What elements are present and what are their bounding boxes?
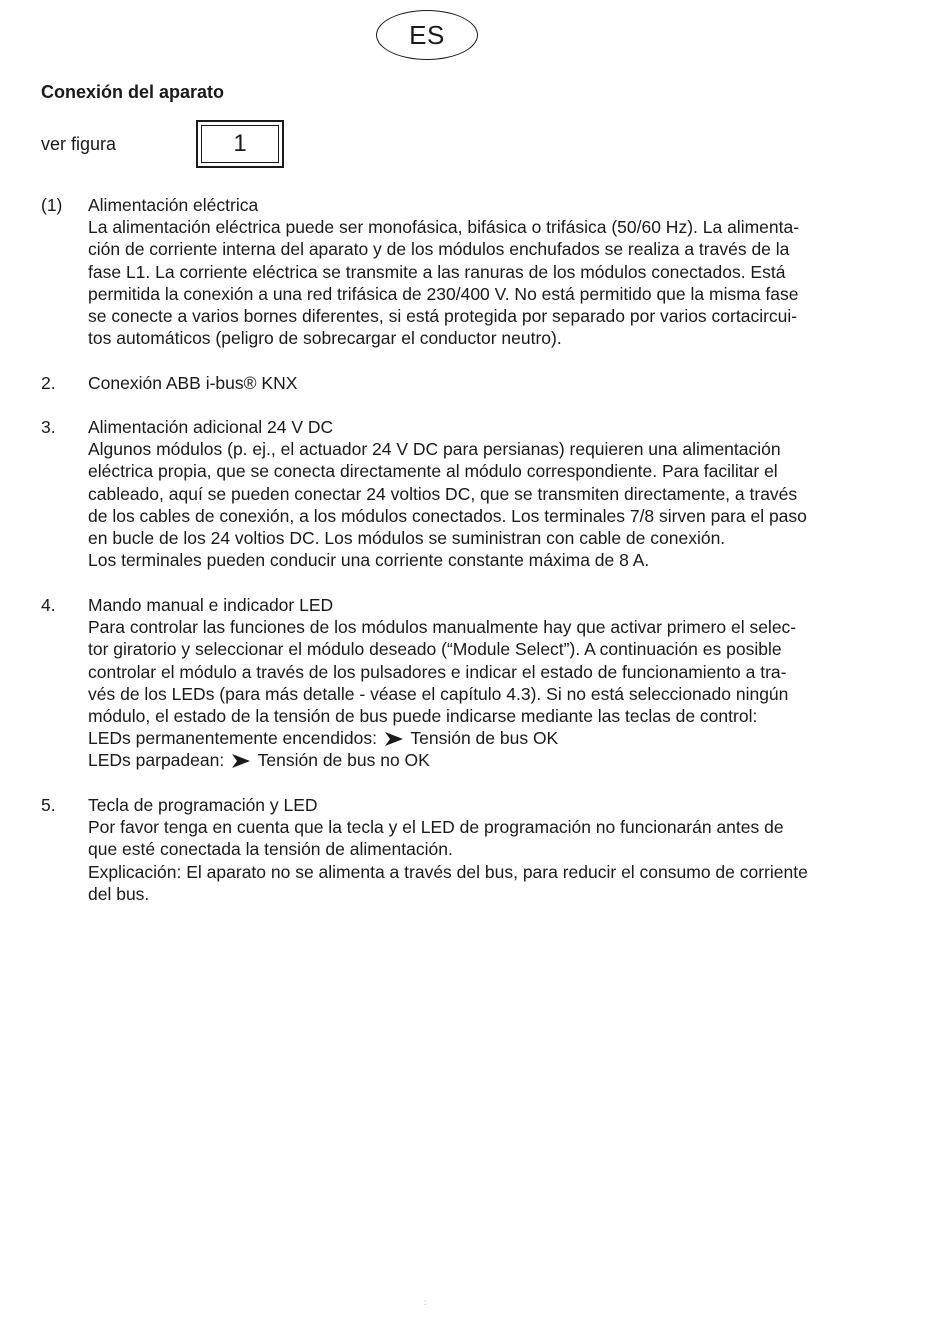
led-status-condition: LEDs parpadean:: [88, 750, 225, 771]
item-text-line: permitida la conexión a una red trifásica de 230/400 V. No está permitido que la misma fase: [88, 283, 799, 304]
item-title: Tecla de programación y LED: [88, 795, 318, 815]
item-text-line: cableado, aquí se pueden conectar 24 voltios DC, que se transmiten directamente, a través: [88, 483, 798, 504]
section-heading: Conexión del aparato: [41, 82, 225, 102]
led-status-condition: LEDs permanentemente encendidos:: [88, 728, 377, 749]
item-text-line: se conecte a varios bornes diferentes, si está protegida por separado por varios cortacircui-: [88, 305, 798, 326]
footer-mark: :: [424, 1298, 427, 1307]
arrow-right-icon: [384, 731, 404, 747]
led-status-result: Tensión de bus no OK: [257, 750, 430, 771]
figure-ref-label: ver figura: [41, 134, 117, 154]
item-text-line: de los cables de conexión, a los módulos conectados. Los terminales 7/8 sirven para el paso: [88, 505, 807, 526]
item-text-line: que esté conectada la tensión de alimentación.: [88, 839, 453, 860]
item-text-line: controlar el módulo a través de los pulsadores e indicar el estado de funcionamiento a tra-: [88, 661, 787, 682]
item-title: Alimentación adicional 24 V DC: [88, 417, 334, 437]
figure-ref-number: 1: [233, 130, 247, 157]
item-text-line: Para controlar las funciones de los módulos manualmente hay que activar primero el selec-: [88, 617, 797, 638]
led-status-result: Tensión de bus OK: [410, 728, 559, 749]
item-title: Mando manual e indicador LED: [88, 595, 334, 615]
item-text-line: módulo, el estado de la tensión de bus puede indicarse mediante las teclas de control:: [88, 705, 758, 726]
item-title: Alimentación eléctrica: [88, 195, 259, 215]
item-text-line: eléctrica propia, que se conecta directamente al módulo correspondiente. Para facilitar el: [88, 461, 778, 482]
item-text-line: vés de los LEDs (para más detalle - véase el capítulo 4.3). Si no está seleccionado ningún: [88, 683, 789, 704]
item-number: 2.: [41, 373, 56, 393]
item-text-line: Los terminales pueden conducir una corriente constante máxima de 8 A.: [88, 550, 650, 571]
item-text-line: Algunos módulos (p. ej., el actuador 24 V DC para persianas) requieren una alimentación: [88, 439, 781, 460]
item-text-line: del bus.: [88, 883, 150, 904]
item-number: 5.: [41, 795, 56, 815]
arrow-right-icon: [231, 753, 251, 769]
led-status-line: [88, 727, 858, 749]
item-text-line: en bucle de los 24 voltios DC. Los módulos se suministran con cable de conexión.: [88, 527, 726, 548]
item-text-line: tor giratorio y seleccionar el módulo deseado (“Module Select”). A continuación es posible: [88, 639, 782, 660]
led-status-line: [88, 749, 858, 771]
item-number: 4.: [41, 595, 56, 615]
item-number: (1): [41, 195, 63, 215]
figure-ref-box: [196, 120, 284, 168]
item-title: Conexión ABB i-bus® KNX: [88, 373, 298, 393]
item-text-line: fase L1. La corriente eléctrica se transmite a las ranuras de los módulos conectados. Está: [88, 261, 786, 282]
item-text-line: ción de corriente interna del aparato y de los módulos enchufados se realiza a través de la: [88, 239, 790, 260]
item-text-line: tos automáticos (peligro de sobrecargar el conductor neutro).: [88, 328, 562, 349]
item-text-line: La alimentación eléctrica puede ser monofásica, bifásica o trifásica (50/60 Hz). La alimenta-: [88, 217, 800, 238]
language-badge: [376, 10, 478, 60]
item-text-line: Por favor tenga en cuenta que la tecla y el LED de programación no funcionarán antes de: [88, 817, 784, 838]
item-number: 3.: [41, 417, 56, 437]
language-code: ES: [409, 19, 445, 50]
item-text-line: Explicación: El aparato no se alimenta a través del bus, para reducir el consumo de corriente: [88, 861, 808, 882]
